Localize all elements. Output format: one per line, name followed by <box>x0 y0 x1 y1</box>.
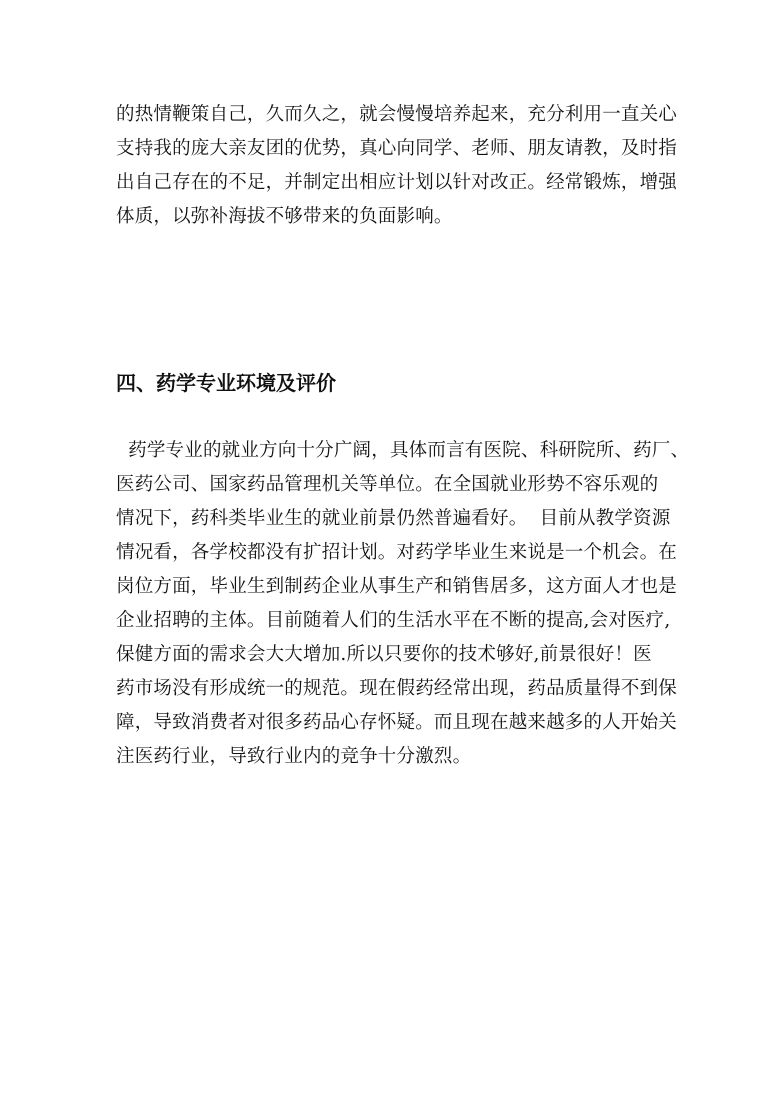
paragraph-line: 障，导致消费者对很多药品心存怀疑。而且现在越来越多的人开始关 <box>116 712 678 733</box>
paragraph-line: 体质，以弥补海拔不够带来的负面影响。 <box>116 206 453 227</box>
paragraph-line: 保健方面的需求会大大增加.所以只要你的技术够好,前景很好！医 <box>116 644 652 665</box>
paragraph-line: 的热情鞭策自己，久而久之，就会慢慢培养起来，充分利用一直关心 <box>116 104 678 125</box>
paragraph-line: 药市场没有形成统一的规范。现在假药经常出现，药品质量得不到保 <box>116 678 678 699</box>
paragraph-line: 情况下，药科类毕业生的就业前景仍然普遍看好。 目前从教学资源 <box>116 508 671 529</box>
paragraph-line: 出自己存在的不足，并制定出相应计划以针对改正。经常锻炼，增强 <box>116 172 678 193</box>
section-heading: 四、药学专业环境及评价 <box>116 371 336 395</box>
paragraph-line: 医药公司、国家药品管理机关等单位。在全国就业形势不容乐观的 <box>116 474 659 495</box>
paragraph-line: 情况看，各学校都没有扩招计划。对药学毕业生来说是一个机会。在 <box>116 542 678 563</box>
paragraph-line: 企业招聘的主体。目前随着人们的生活水平在不断的提高,会对医疗, <box>116 610 671 631</box>
paragraph-line: 支持我的庞大亲友团的优势，真心向同学、老师、朋友请教，及时指 <box>116 138 678 159</box>
paragraph-line: 注医药行业，导致行业内的竞争十分激烈。 <box>116 746 472 767</box>
paragraph-line: 岗位方面，毕业生到制药企业从事生产和销售居多，这方面人才也是 <box>116 576 678 597</box>
paragraph-2 <box>116 434 690 774</box>
paragraph-1 <box>116 98 678 234</box>
paragraph-line: 药学专业的就业方向十分广阔，具体而言有医院、科研院所、药厂、 <box>116 440 690 461</box>
